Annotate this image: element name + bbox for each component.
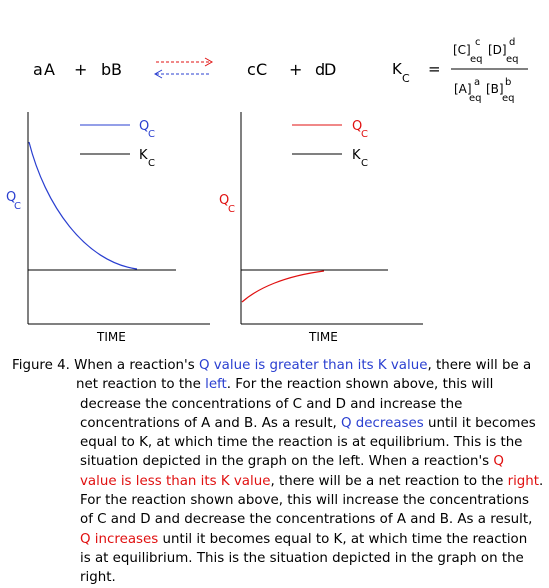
- num-C-sub: eq: [470, 54, 483, 65]
- caption-text: of C and D and decrease the concentrations of A and B. As a result,: [80, 512, 533, 528]
- caption-highlight-blue: Q value is greater than its K value: [198, 358, 428, 373]
- kc-numerator: [453, 37, 519, 65]
- caption-highlight-red: value is less than its K value: [80, 473, 271, 489]
- kc-symbol: K: [392, 60, 402, 78]
- caption-line-2: [12, 375, 546, 394]
- right-legend-qc-sub: C: [361, 129, 368, 140]
- right-legend-qc-label: Q: [352, 119, 363, 134]
- num-D: [D]: [488, 43, 507, 57]
- species-A: A: [44, 60, 55, 79]
- caption-line-3: [12, 395, 546, 414]
- right-ylabel-sub: C: [228, 204, 235, 215]
- caption-text: concentrations of A and B. As a result,: [80, 415, 341, 431]
- coef-c: c: [247, 60, 256, 79]
- kc-subscript: C: [402, 72, 410, 85]
- left-legend-qc-label: Q: [139, 119, 150, 134]
- plus-1: +: [74, 60, 88, 79]
- caption-text: , there will be a net reaction to the: [270, 473, 508, 489]
- species-C: C: [256, 60, 268, 79]
- caption-line-10: [12, 530, 546, 549]
- caption-line-9: [12, 510, 546, 529]
- caption-text: right.: [80, 570, 116, 586]
- caption-highlight-blue: Q decreases: [340, 415, 424, 431]
- figure-caption: [12, 356, 546, 588]
- caption-line-7: [12, 472, 546, 491]
- equilibrium-arrows-icon: [155, 58, 212, 78]
- caption-text: , there will be a: [427, 358, 532, 373]
- caption-text: equal to K, at which time the reaction is at equilibrium. This is the: [80, 435, 523, 451]
- left-legend-qc-sub: C: [148, 129, 155, 140]
- caption-line-1: [12, 356, 546, 375]
- caption-highlight-red: Q: [493, 454, 504, 470]
- kc-denominator: [454, 77, 515, 104]
- caption-text: until it becomes equal to K, at which time the reaction: [158, 531, 528, 547]
- species-D: D: [324, 60, 337, 79]
- right-legend-kc-sub: C: [361, 158, 368, 169]
- coef-b: b: [101, 60, 112, 79]
- caption-line-6: [12, 452, 546, 471]
- right-graph: [219, 112, 423, 344]
- left-xlabel: TIME: [97, 330, 126, 344]
- caption-highlight-blue: left: [205, 377, 227, 393]
- left-legend-kc-sub: C: [148, 158, 155, 169]
- coef-d: d: [315, 60, 326, 79]
- right-xlabel: TIME: [309, 330, 338, 344]
- caption-line-5: [12, 433, 546, 452]
- caption-line-8: [12, 491, 546, 510]
- reaction-equation: [33, 60, 336, 79]
- den-B-sub: eq: [502, 93, 515, 104]
- left-graph: [6, 112, 210, 344]
- kc-expression: [392, 37, 528, 104]
- right-legend-kc-label: K: [352, 148, 361, 163]
- caption-text: Figure 4. When a reaction's: [12, 358, 199, 373]
- den-A-sub: eq: [469, 93, 482, 104]
- caption-line-12: [12, 568, 546, 587]
- left-ylabel: Q: [6, 190, 17, 205]
- num-C: [C]: [453, 43, 471, 57]
- den-A-sup: a: [474, 77, 481, 88]
- caption-text: net reaction to the: [76, 377, 206, 393]
- caption-text: decrease the concentrations of C and D and increase the: [80, 396, 463, 412]
- caption-text: is at equilibrium. This is the situation depicted in the graph on the: [80, 550, 524, 566]
- caption-line-11: [12, 549, 546, 568]
- den-A: [A]: [454, 82, 472, 96]
- species-B: B: [111, 60, 122, 79]
- left-qc-curve: [29, 142, 137, 269]
- num-D-sup: d: [509, 37, 516, 48]
- caption-text: For the reaction shown above, this will increase the concentrations: [80, 493, 529, 509]
- caption-highlight-red: right: [507, 473, 540, 489]
- left-legend-kc-label: K: [139, 148, 148, 163]
- caption-text: until it becomes: [423, 415, 536, 431]
- num-C-sup: c: [475, 37, 481, 48]
- right-ylabel: Q: [219, 193, 230, 208]
- coef-a: a: [33, 60, 43, 79]
- caption-text: . For the reaction shown above, this will: [226, 377, 494, 393]
- caption-highlight-red: Q increases: [80, 531, 159, 547]
- plus-2: +: [289, 60, 303, 79]
- num-D-sub: eq: [506, 54, 519, 65]
- right-qc-curve: [242, 271, 324, 302]
- den-B: [B]: [486, 82, 504, 96]
- caption-line-4: [12, 414, 546, 433]
- den-B-sup: b: [505, 77, 512, 88]
- left-ylabel-sub: C: [14, 201, 21, 212]
- caption-text: .: [539, 473, 544, 489]
- equals-sign: =: [428, 60, 441, 78]
- caption-text: situation depicted in the graph on the left. When a reaction's: [80, 454, 494, 470]
